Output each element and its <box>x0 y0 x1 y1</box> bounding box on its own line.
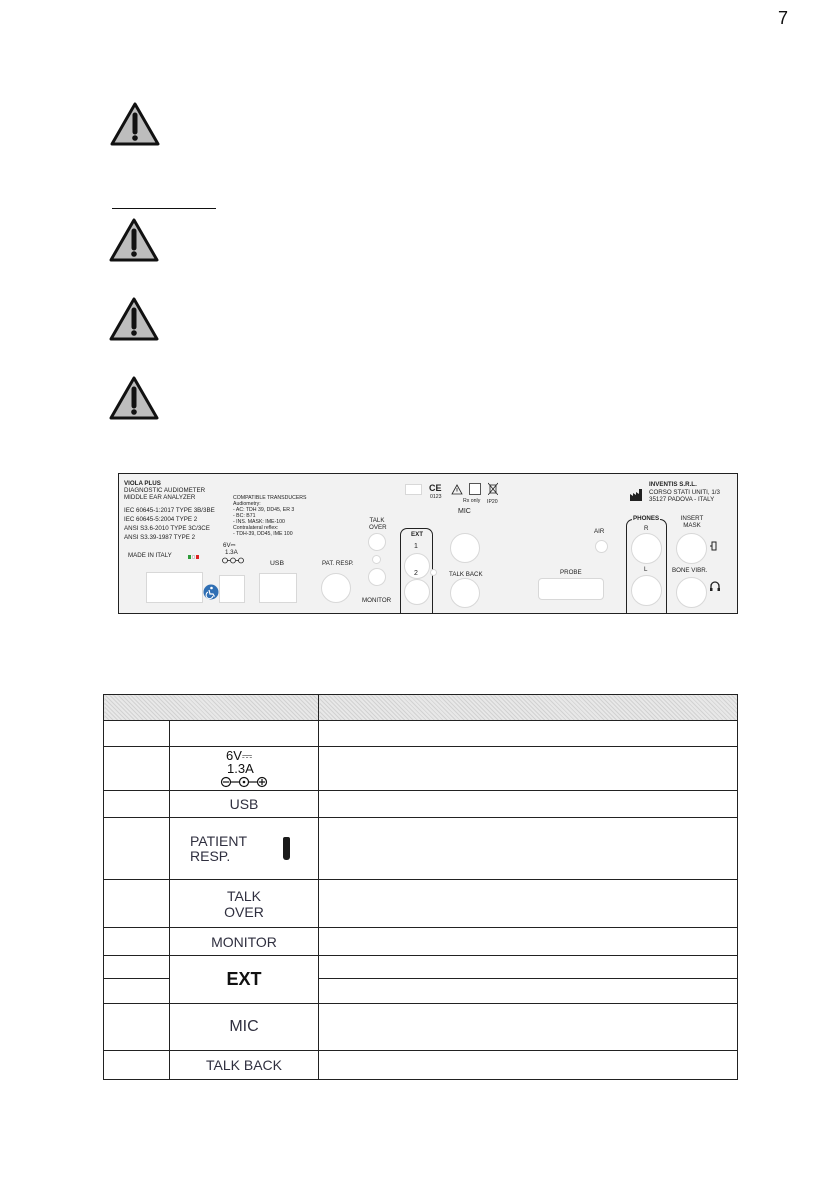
probe-connector <box>538 578 604 600</box>
panel-desc-2: MIDDLE EAR ANALYZER <box>124 494 196 501</box>
table-cell <box>319 979 738 1004</box>
warning-triangle-icon <box>108 375 160 421</box>
panel-bone-vibr-label: BONE VIBR. <box>672 567 708 574</box>
panel-compat-bc: - BC: B71 <box>233 513 256 519</box>
page-number: 7 <box>778 8 789 28</box>
table-cell <box>104 928 170 956</box>
panel-power-current: 1.3A <box>225 549 238 556</box>
table-cell <box>104 956 170 979</box>
table-row <box>104 721 738 747</box>
talk-over-led <box>372 555 381 564</box>
device-back-panel <box>118 473 738 614</box>
warning-triangle-icon <box>109 101 161 147</box>
panel-talk-back-label: TALK BACK <box>449 571 483 578</box>
ext-led <box>430 569 437 576</box>
patient-resp-label-2: RESP. <box>190 847 231 864</box>
ext-2-jack <box>404 579 430 605</box>
panel-monitor-label: MONITOR <box>362 597 392 604</box>
table-cell <box>104 979 170 1004</box>
table-row <box>104 880 738 928</box>
table-cell <box>170 818 319 880</box>
panel-desc-1: DIAGNOSTIC AUDIOMETER <box>124 487 206 494</box>
panel-phones-l: L <box>644 566 648 573</box>
table-cell <box>319 928 738 956</box>
panel-standard-3: ANSI S3.6-2010 TYPE 3C/3CE <box>124 525 210 532</box>
panel-compat-reflex: Contralateral reflex: <box>233 525 279 531</box>
panel-address-1: CORSO STATI UNITI, 1/3 <box>649 489 720 496</box>
table-cell <box>319 1004 738 1051</box>
patient-resp-label-1: PATIENT <box>190 832 248 849</box>
panel-standard-2: IEC 60645-5:2004 TYPE 2 <box>124 516 198 523</box>
table-cell <box>319 721 738 747</box>
table-row-label <box>170 721 319 747</box>
talk-back-jack <box>450 578 480 608</box>
bf-applied-part-icon <box>469 483 481 495</box>
panel-mic-label: MIC <box>458 508 471 515</box>
air-port <box>595 540 608 553</box>
panel-air-label: AIR <box>594 528 605 535</box>
panel-insert-mask-label: INSERT MASK <box>680 515 704 530</box>
insert-mask-jack <box>676 533 707 564</box>
talk-over-jack <box>368 533 386 551</box>
panel-power-voltage: 6V⎓ <box>223 542 236 549</box>
phones-l-jack <box>631 575 662 606</box>
table-cell <box>170 880 319 928</box>
panel-compat-ac: - AC: TDH 39, DD45, ER 3 <box>233 507 295 513</box>
power-connector <box>146 572 203 603</box>
table-row <box>104 1004 738 1051</box>
talk-over-label-2: OVER <box>224 903 264 920</box>
warning-triangle-icon <box>108 217 160 263</box>
accessibility-icon <box>203 584 219 600</box>
table-cell <box>170 747 319 791</box>
panel-phones-label: PHONES <box>633 515 660 522</box>
connector-table <box>103 694 738 1080</box>
manual-icon <box>405 484 422 495</box>
italy-flag-red <box>196 555 199 559</box>
panel-made-in: MADE IN ITALY <box>128 552 172 559</box>
panel-ip-rating: IP20 <box>487 499 498 505</box>
panel-ext-label: EXT <box>411 531 424 538</box>
table-row <box>104 747 738 791</box>
panel-compat-audiometry: Audiometry: <box>233 501 261 507</box>
table-cell <box>319 747 738 791</box>
panel-talk-over-label: TALK OVER <box>369 517 387 532</box>
panel-usb-label: USB <box>270 560 284 567</box>
panel-standard-4: ANSI S3.39-1987 TYPE 2 <box>124 534 196 541</box>
manufacturer-icon <box>629 488 643 502</box>
table-cell <box>319 880 738 928</box>
table-cell <box>319 818 738 880</box>
power-current-label: 1.3A <box>227 760 254 776</box>
table-row-label: USB <box>170 791 319 818</box>
pat-resp-jack <box>321 573 351 603</box>
table-row-label: MONITOR <box>170 928 319 956</box>
table-row <box>104 1051 738 1080</box>
panel-address-2: 35127 PADOVA - ITALY <box>649 496 715 503</box>
ce-mark-icon: CE <box>429 483 442 493</box>
italy-flag-green <box>188 555 191 559</box>
table-cell <box>104 791 170 818</box>
headphone-icon <box>709 580 721 592</box>
panel-pat-resp-label: PAT. RESP. <box>322 560 354 567</box>
table-cell <box>104 880 170 928</box>
table-row-label: TALK BACK <box>170 1051 319 1080</box>
table-row <box>104 928 738 956</box>
phones-r-jack <box>631 533 662 564</box>
panel-maker: INVENTIS S.R.L. <box>649 481 697 488</box>
table-row <box>104 791 738 818</box>
patient-response-jack-icon <box>283 837 290 860</box>
italy-flag-white <box>192 555 195 559</box>
mic-jack <box>450 533 480 563</box>
table-cell <box>104 1004 170 1051</box>
section-underline <box>112 208 216 209</box>
insert-earphone-icon <box>709 540 719 552</box>
table-cell <box>104 721 170 747</box>
monitor-jack <box>368 568 386 586</box>
table-row-label: MIC <box>170 1004 319 1051</box>
panel-ext-2: 2 <box>414 570 418 577</box>
warning-triangle-icon <box>108 296 160 342</box>
talk-over-label-1: TALK <box>227 887 261 904</box>
panel-ce-code: 0123 <box>430 494 442 500</box>
caution-icon <box>451 484 463 495</box>
panel-compat-title: COMPATIBLE TRANSDUCERS <box>233 495 307 501</box>
power-voltage-label: 6V⎓ <box>226 747 253 763</box>
table-cell <box>104 747 170 791</box>
table-header-row <box>104 695 738 721</box>
panel-compat-reflex-list: - TDH-39, DD45, IME 100 <box>233 531 293 537</box>
polarity-icon <box>220 776 270 788</box>
table-row-label: EXT <box>170 956 319 1004</box>
panel-ext-1: 1 <box>414 543 418 550</box>
panel-standard-1: IEC 60645-1:2017 TYPE 3B/3BE <box>124 507 215 514</box>
table-row <box>104 818 738 880</box>
table-cell <box>319 956 738 979</box>
table-cell <box>104 818 170 880</box>
panel-compat-ins: - INS. MASK: IME-100 <box>233 519 285 525</box>
usb-port <box>259 573 297 603</box>
power-jack <box>219 575 245 603</box>
panel-model: VIOLA PLUS <box>124 480 161 487</box>
table-cell <box>104 1051 170 1080</box>
table-cell <box>319 791 738 818</box>
panel-probe-label: PROBE <box>560 569 582 576</box>
bone-vibr-jack <box>676 577 707 608</box>
weee-bin-icon <box>488 482 498 495</box>
table-header-cell <box>104 695 319 721</box>
polarity-icon <box>222 557 244 564</box>
table-header-cell <box>319 695 738 721</box>
table-cell <box>319 1051 738 1080</box>
panel-phones-r: R <box>644 525 649 532</box>
panel-rx-only: Rx only <box>463 498 481 504</box>
table-row <box>104 956 738 979</box>
